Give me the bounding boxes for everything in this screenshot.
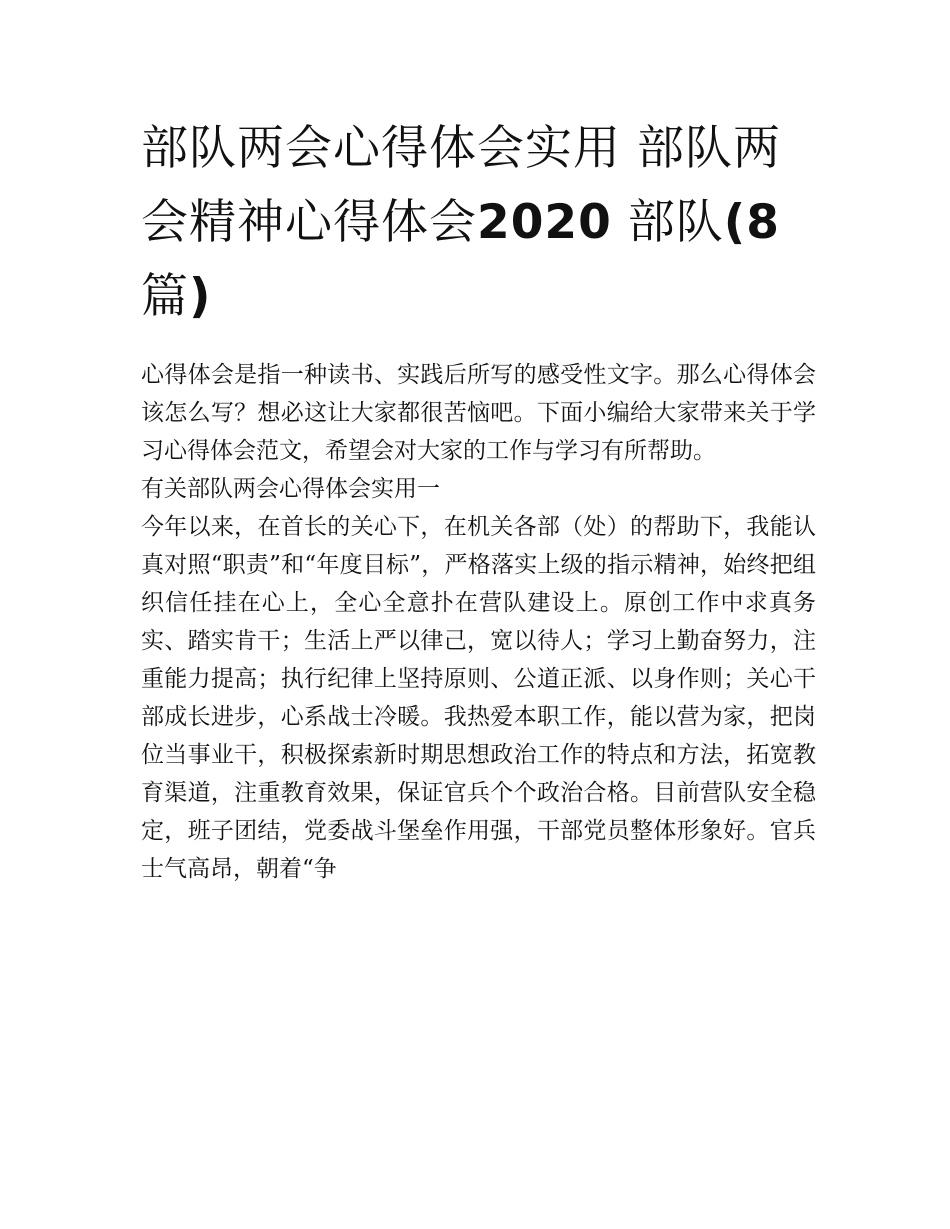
section-heading: 有关部队两会心得体会实用一: [141, 476, 440, 502]
title-part: (8: [723, 195, 780, 250]
title-part: 篇: [141, 269, 189, 324]
title-part: 部队: [611, 195, 724, 250]
document-page: [141, 112, 816, 888]
title-part: 部队两会心得体会实用 部队两会精神心得体会: [141, 121, 781, 250]
title-part: 2020: [477, 195, 612, 250]
intro-paragraph: 心得体会是指一种读书、实践后所写的感受性文字。那么心得体会该怎么写？想必这让大家都很苦恼吧。下面小编给大家带来关于学习心得体会范文，希望会对大家的工作与学习有所帮助。: [141, 362, 816, 464]
body-paragraph: 今年以来，在首长的关心下，在机关各部（处）的帮助下，我能认真对照“职责”和“年度目标”，严格落实上级的指示精神，始终把组织信任挂在心上，全心全意扑在营队建设上。原创工作中求真务实、踏实肯干；生活上严以律己，宽以待人；学习上勤奋努力，注重能力提高；执行纪律上坚持原则、公道正派、以身作则；关心干部成长进步，心系战士冷暖。我热爱本职工作，能以营为家，把岗位当事业干，积极探索新时期思想政治工作的特点和方法，拓宽教育渠道，注重教育效果，保证官兵个个政治合格。目前营队安全稳定，班子团结，党委战斗堡垒作用强，干部党员整体形象好。官兵士气高昂，朝着“争: [141, 514, 816, 882]
title-part: ): [189, 269, 212, 324]
document-title: [141, 112, 816, 334]
